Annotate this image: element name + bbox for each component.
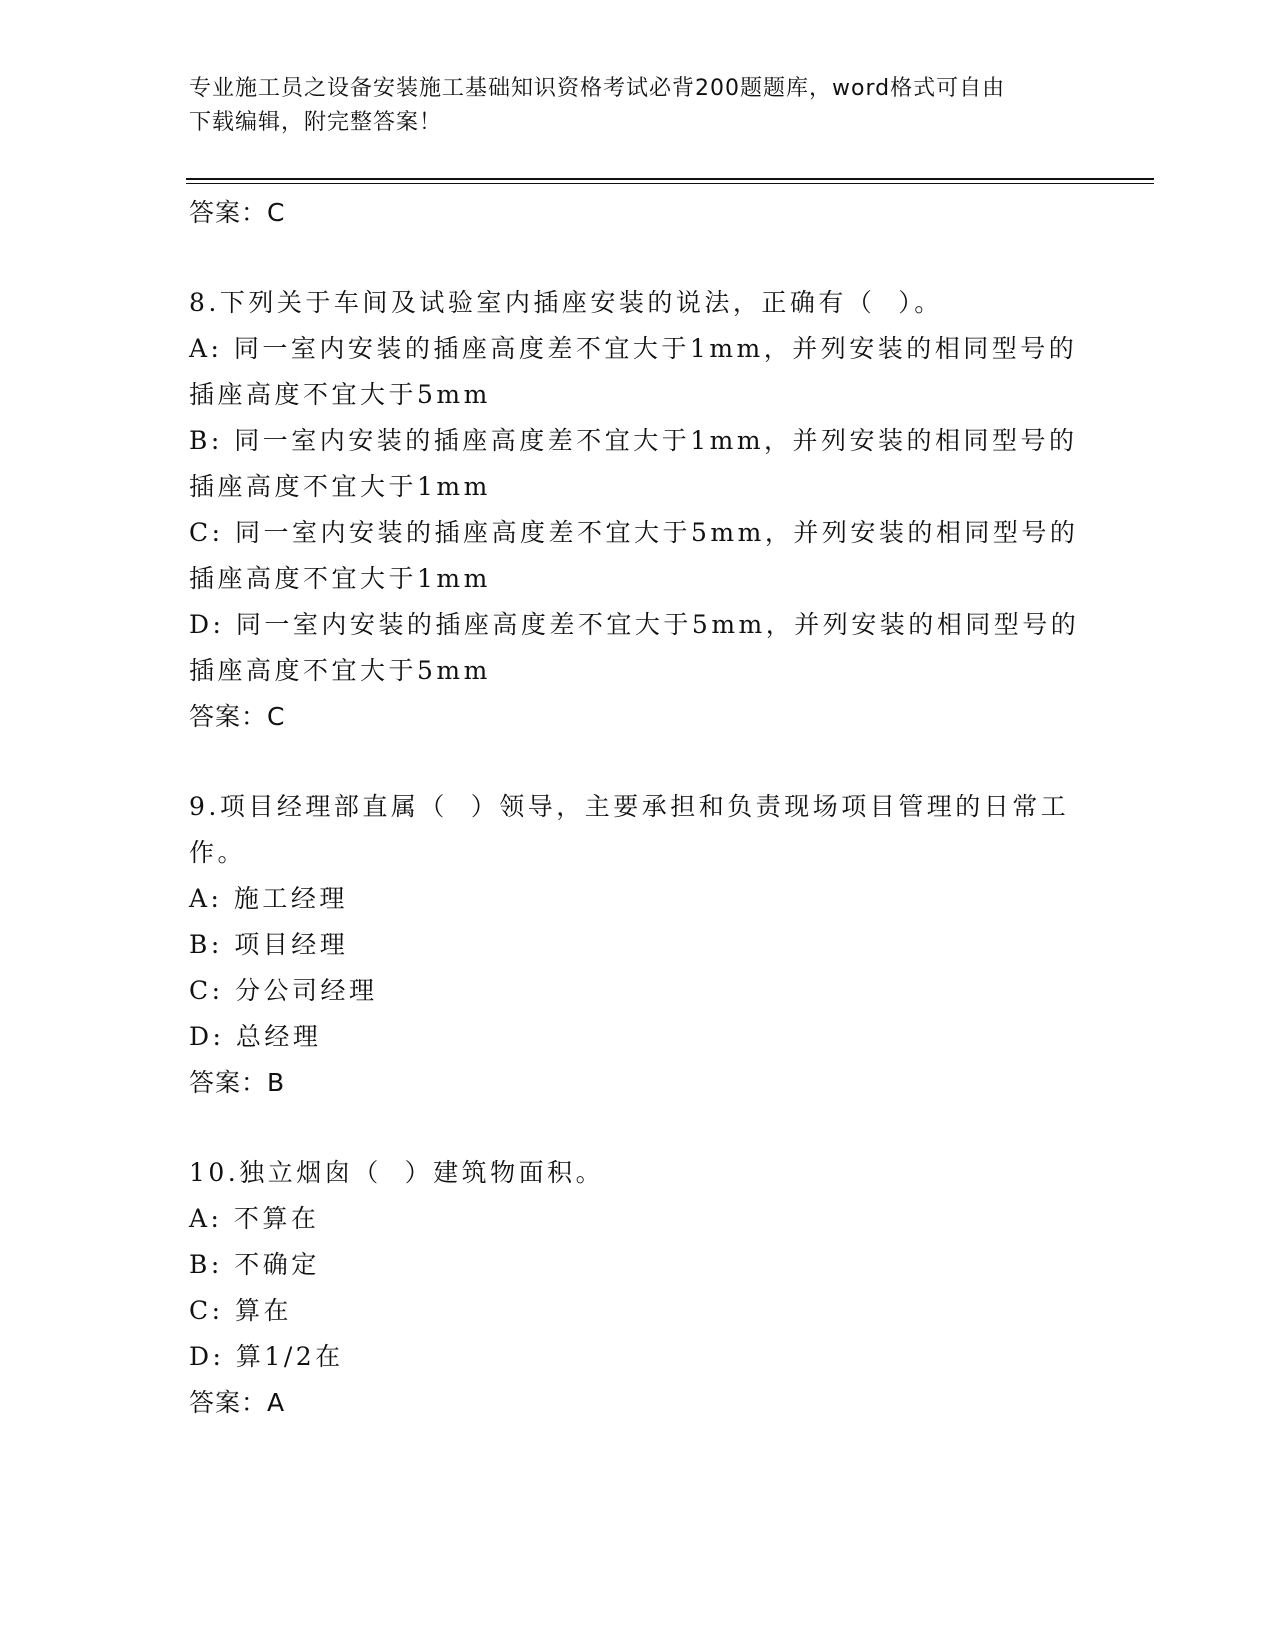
header-title-line-1: 专业施工员之设备安装施工基础知识资格考试必背200题题库，word格式可自由	[189, 76, 1006, 101]
option-c	[189, 510, 1089, 602]
question-stem-line: 作。	[189, 838, 247, 867]
option-a: A: 不算在	[189, 1204, 320, 1233]
page-header	[189, 72, 1069, 140]
question-10	[189, 1150, 1089, 1426]
question-stem-line: 8.下列关于车间及试验室内插座安装的说法，正确有（ ）。	[189, 288, 943, 317]
option-a	[189, 326, 1089, 418]
option-line: 插座高度不宜大于1mm	[189, 472, 491, 501]
option-b: B: 不确定	[189, 1250, 320, 1279]
option-line: A: 同一室内安装的插座高度差不宜大于1mm，并列安装的相同型号的	[189, 334, 1078, 363]
option-line: C: 同一室内安装的插座高度差不宜大于5mm，并列安装的相同型号的	[189, 518, 1079, 547]
question-8	[189, 280, 1089, 740]
option-a: A: 施工经理	[189, 884, 348, 913]
question-answer: 答案：B	[189, 1068, 286, 1097]
previous-answer: 答案：C	[189, 198, 286, 227]
option-line: 插座高度不宜大于5mm	[189, 380, 491, 409]
option-b: B: 项目经理	[189, 930, 349, 959]
paragraph-gap	[189, 1106, 1089, 1150]
option-line: D: 同一室内安装的插座高度差不宜大于5mm，并列安装的相同型号的	[189, 610, 1080, 639]
option-b	[189, 418, 1089, 510]
question-stem-line: 9.项目经理部直属（ ）领导，主要承担和负责现场项目管理的日常工	[189, 792, 1070, 821]
option-c: C: 算在	[189, 1296, 292, 1325]
question-stem-line: 10.独立烟囱（ ）建筑物面积。	[189, 1158, 605, 1187]
option-line: B: 同一室内安装的插座高度差不宜大于1mm，并列安装的相同型号的	[189, 426, 1078, 455]
question-9	[189, 784, 1089, 1106]
paragraph-gap	[189, 236, 1089, 280]
paragraph-gap	[189, 740, 1089, 784]
option-line: 插座高度不宜大于1mm	[189, 564, 491, 593]
question-answer: 答案：A	[189, 1388, 286, 1417]
document-body	[189, 190, 1089, 1426]
option-d	[189, 602, 1089, 694]
header-title-line-2: 下载编辑，附完整答案！	[189, 110, 443, 135]
option-c: C: 分公司经理	[189, 976, 378, 1005]
header-divider-thin	[186, 183, 1154, 184]
question-answer: 答案：C	[189, 702, 286, 731]
option-d: D: 总经理	[189, 1022, 322, 1051]
header-divider-thick	[186, 178, 1154, 180]
option-d: D: 算1/2在	[189, 1342, 344, 1371]
option-line: 插座高度不宜大于5mm	[189, 656, 491, 685]
